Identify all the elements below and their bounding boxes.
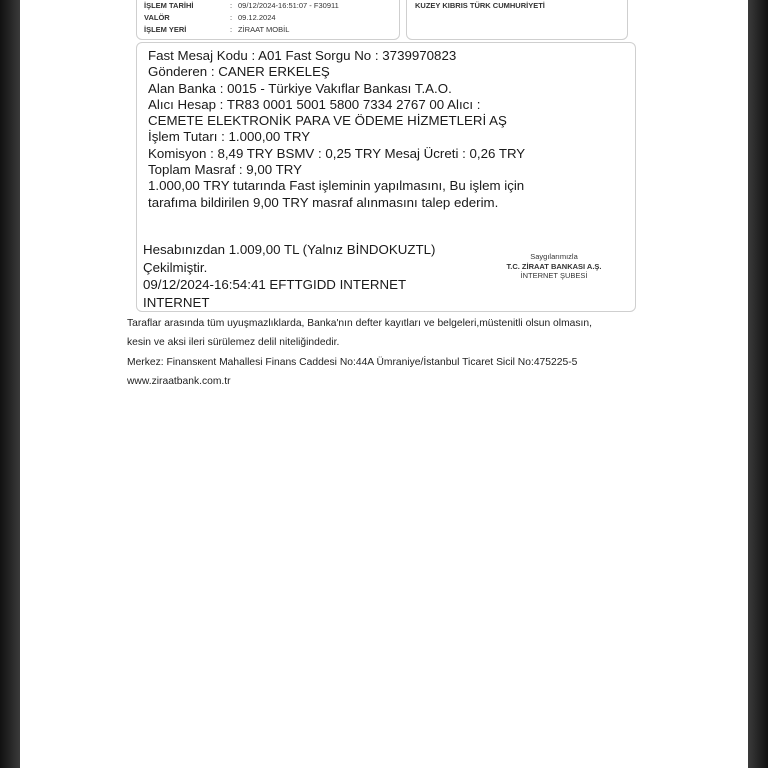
- debit-statement: [143, 241, 503, 311]
- meta-row-transaction-date: [144, 1, 339, 10]
- debit-line: Hesabınızdan 1.009,00 TL (Yalnız BİNDOKUZTL): [143, 242, 436, 257]
- footer-line: Merkez: Finansкent Mahallesi Finans Caddesi No:44A Ümraniye/İstanbul Ticaret Sicil No:475225-5: [127, 356, 578, 368]
- message-line: 1.000,00 TRY tutarında Fast işleminin yapılmasını, Bu işlem için: [148, 178, 525, 194]
- viewer-frame-left: [0, 0, 20, 768]
- message-line: Alan Banka : 0015 - Türkiye Vakıflar Bankası T.A.O.: [148, 80, 452, 96]
- message-line: Toplam Masraf : 9,00 TRY: [148, 162, 302, 178]
- signature-greeting: Saygılarımızla: [530, 252, 578, 261]
- viewer-frame-right: [748, 0, 768, 768]
- debit-line: 09/12/2024-16:54:41 EFTTGIDD INTERNET: [143, 277, 407, 292]
- message-line: Fast Mesaj Kodu : A01 Fast Sorgu No : 3739970823: [148, 48, 457, 63]
- debit-line: Çekilmiştir.: [143, 259, 208, 275]
- meta-value: 09.12.2024: [238, 13, 276, 22]
- message-line: Komisyon : 8,49 TRY BSMV : 0,25 TRY Mesaj Ücreti : 0,26 TRY: [148, 145, 526, 161]
- meta-label: VALÖR: [144, 13, 170, 22]
- meta-value: ZİRAAT MOBİL: [238, 25, 290, 34]
- legal-footer: [127, 314, 727, 391]
- receipt-page: [20, 0, 748, 768]
- footer-line: Taraflar arasında tüm uyuşmazlıklarda, Banka'nın defter kayıtları ve belgeleri,müstenitli olsun olmasın,: [127, 318, 592, 329]
- meta-row-value-date: [144, 13, 276, 22]
- message-line: tarafıma bildirilen 9,00 TRY masraf alınmasını talep ederim.: [148, 194, 499, 210]
- bank-signature: [480, 252, 628, 281]
- footer-website: www.ziraatbank.com.tr: [127, 375, 231, 387]
- meta-separator: :: [230, 1, 233, 10]
- meta-value: 09/12/2024-16:51:07 - F30911: [238, 1, 339, 10]
- message-line: Alıcı Hesap : TR83 0001 5001 5800 7334 2767 00 Alıcı :: [148, 96, 481, 112]
- meta-label: İŞLEM YERİ: [144, 25, 187, 34]
- message-line: İşlem Tutarı : 1.000,00 TRY: [148, 129, 311, 145]
- transfer-message: [148, 48, 618, 211]
- signature-bank-name: T.C. ZİRAAT BANKASI A.Ş.: [506, 261, 602, 271]
- debit-line: INTERNET: [143, 294, 210, 310]
- meta-separator: :: [230, 13, 233, 22]
- footer-line: kesin ve aksi ileri sürülemez delil niteliğindedir.: [127, 337, 340, 349]
- message-line: CEMETE ELEKTRONİK PARA VE ÖDEME HİZMETLERİ AŞ: [148, 113, 507, 129]
- meta-separator: :: [230, 25, 233, 34]
- message-line: Gönderen : CANER ERKELEŞ: [148, 64, 330, 80]
- meta-row-transaction-place: [144, 25, 289, 34]
- signature-branch: İNTERNET ŞUBESİ: [520, 271, 588, 280]
- meta-label: İŞLEM TARİHİ: [144, 1, 194, 10]
- country-name: KUZEY KIBRIS TÜRK CUMHURİYETİ: [415, 1, 545, 10]
